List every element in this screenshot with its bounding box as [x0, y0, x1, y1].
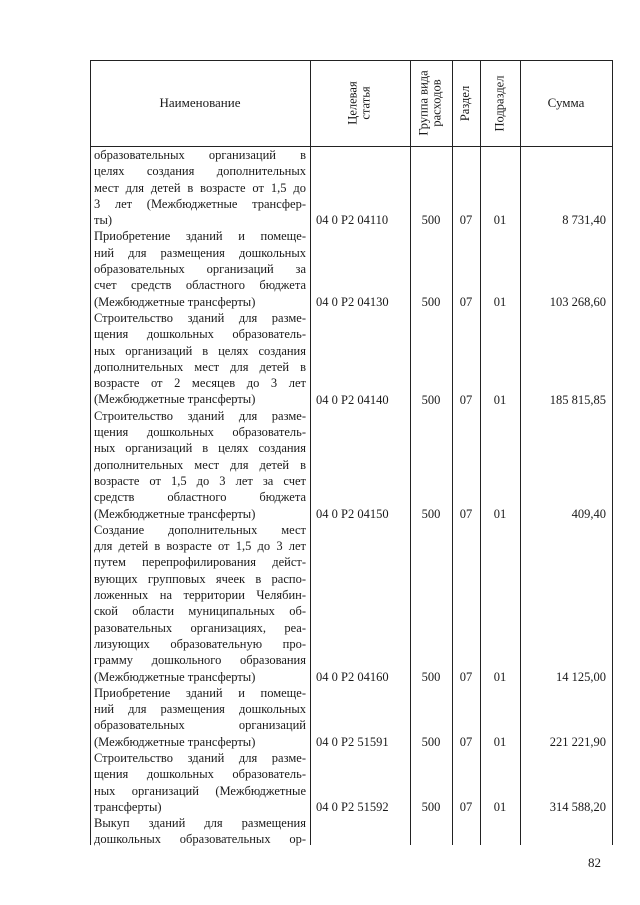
- name-line: Строительство зданий для разме-: [94, 750, 306, 765]
- col-border-subsection: [520, 60, 521, 845]
- row-sum: 185 815,85: [549, 392, 606, 407]
- name-line: для детей в возрасте от 1,5 до 3 лет: [94, 539, 306, 554]
- row-expense-group: 500: [421, 294, 441, 309]
- row-code: 04 0 P2 04110: [316, 213, 389, 228]
- row-code: 04 0 P2 04150: [316, 506, 389, 521]
- row-sum: 8 731,40: [562, 213, 606, 228]
- header-expense-group: [410, 60, 452, 146]
- col-border-right: [612, 60, 613, 845]
- name-line: лизующих образовательную про-: [94, 636, 306, 651]
- col-border-name: [310, 60, 311, 845]
- name-line: возрасте от 1,5 до 3 лет за счет: [94, 473, 306, 488]
- name-line: щения дошкольных образователь-: [94, 425, 306, 440]
- row-subsection: 01: [493, 506, 507, 521]
- row-subsection: 01: [493, 734, 507, 749]
- name-line: щения дошкольных образователь-: [94, 767, 306, 782]
- header-subsection-text: Подраздел: [492, 75, 507, 131]
- row-section: 07: [459, 213, 473, 228]
- row-section: 07: [459, 734, 473, 749]
- header-section-text: Раздел: [458, 85, 473, 121]
- row-expense-group: 500: [421, 392, 441, 407]
- name-line: 3 лет (Межбюджетные трансфер-: [94, 196, 306, 211]
- row-expense-group: 500: [421, 669, 441, 684]
- name-line: мест для детей в возрасте от 1,5 до: [94, 180, 306, 195]
- row-subsection: 01: [493, 800, 507, 814]
- row-subsection: 01: [493, 213, 507, 228]
- header-name: Наименование: [159, 95, 241, 110]
- name-line: трансферты): [94, 799, 162, 814]
- name-line: (Межбюджетные трансферты): [94, 294, 256, 309]
- header-section: [452, 60, 480, 146]
- row-expense-group: 500: [421, 734, 441, 749]
- row-sum: 314 588,20: [549, 800, 606, 814]
- col-border-left: [90, 60, 91, 845]
- name-line: (Межбюджетные трансферты): [94, 506, 256, 521]
- row-subsection: 01: [493, 392, 507, 407]
- name-line: ных организаций (Межбюджетные: [94, 783, 306, 798]
- name-line: (Межбюджетные трансферты): [94, 669, 256, 684]
- row-sum: 221 221,90: [549, 734, 606, 749]
- name-line: дополнительных мест для детей в: [94, 457, 306, 472]
- row-section: 07: [459, 506, 473, 521]
- row-code: 04 0 P2 04140: [316, 392, 389, 407]
- name-line: Создание дополнительных мест: [94, 522, 306, 537]
- row-expense-group: 500: [421, 506, 441, 521]
- name-line: ных организаций в целях создания: [94, 343, 306, 358]
- name-line: ных организаций в целях создания: [94, 441, 306, 456]
- page-number: 82: [588, 855, 601, 870]
- row-expense-group: 500: [421, 800, 441, 814]
- name-line: ты): [94, 213, 113, 228]
- row-section: 07: [459, 392, 473, 407]
- col-border-section: [480, 60, 481, 845]
- row-section: 07: [459, 669, 473, 684]
- row-sum: 103 268,60: [549, 294, 606, 309]
- row-code: 04 0 P2 04130: [316, 294, 389, 309]
- name-line: образовательных организаций: [94, 718, 306, 733]
- name-line: образовательных организаций в: [94, 148, 306, 162]
- name-line: ний для размещения дошкольных: [94, 702, 306, 717]
- name-line: (Межбюджетные трансферты): [94, 734, 256, 749]
- row-subsection: 01: [493, 294, 507, 309]
- name-column: [94, 147, 306, 848]
- name-line: путем перепрофилирования дейст-: [94, 555, 306, 570]
- name-line: дополнительных мест для детей в: [94, 359, 306, 374]
- name-line: ний для размещения дошкольных: [94, 245, 306, 260]
- row-code: 04 0 P2 04160: [316, 669, 389, 684]
- name-line: средств областного бюджета: [94, 490, 306, 505]
- name-line: возрасте от 2 месяцев до 3 лет: [94, 376, 306, 391]
- name-line: целях создания дополнительных: [94, 164, 306, 179]
- header-target: [310, 60, 410, 146]
- row-expense-group: 500: [421, 213, 441, 228]
- row-subsection: 01: [493, 669, 507, 684]
- col-border-target: [410, 60, 411, 845]
- header-expense-group-text: Группа вида расходов: [417, 70, 445, 136]
- name-line: Приобретение зданий и помеще-: [94, 229, 306, 244]
- name-line: щения дошкольных образователь-: [94, 327, 306, 342]
- name-line: ложенных на территории Челябин-: [94, 588, 306, 603]
- name-line: Выкуп зданий для размещения: [94, 816, 306, 831]
- name-line: (Межбюджетные трансферты): [94, 392, 256, 407]
- header-target-text: Целевая статья: [346, 81, 373, 125]
- row-code: 04 0 P2 51592: [316, 800, 389, 814]
- name-line: ской области муниципальных об-: [94, 604, 306, 619]
- row-section: 07: [459, 800, 473, 814]
- row-section: 07: [459, 294, 473, 309]
- header-sum: Сумма: [547, 95, 585, 110]
- header-subsection: [480, 60, 520, 146]
- name-line: вующих групповых ячеек в распо-: [94, 571, 306, 586]
- name-line: грамму дошкольного образования: [94, 653, 306, 668]
- name-line: образовательных организаций за: [94, 262, 306, 277]
- name-line: разовательных организациях, реа-: [94, 620, 306, 635]
- name-line: Строительство зданий для разме-: [94, 310, 306, 325]
- name-line: счет средств областного бюджета: [94, 278, 306, 293]
- name-line: дошкольных образовательных ор-: [94, 832, 306, 847]
- row-code: 04 0 P2 51591: [316, 734, 389, 749]
- name-line: Строительство зданий для разме-: [94, 408, 306, 423]
- name-line: Приобретение зданий и помеще-: [94, 685, 306, 700]
- row-sum: 409,40: [571, 506, 606, 521]
- col-border-group: [452, 60, 453, 845]
- row-sum: 14 125,00: [556, 669, 606, 684]
